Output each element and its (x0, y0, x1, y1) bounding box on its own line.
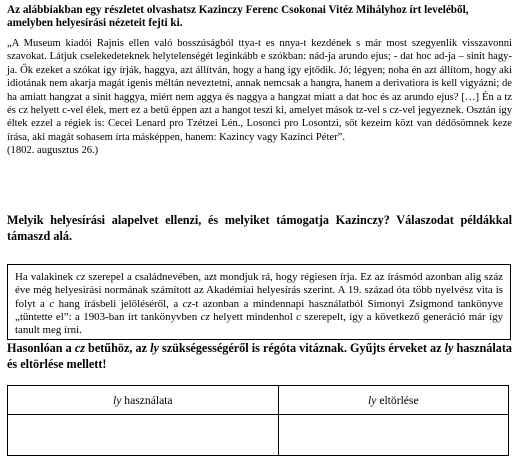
answer-cell-usage[interactable] (8, 415, 279, 456)
note-text-3: hang írásbeli jelöléséről, a (54, 297, 183, 310)
header-ly-removal-ly: ly (368, 393, 377, 407)
note-text-2: szerepel a családnevében, azt mondjuk rá, hogy régiesen írja. Ez az írásmód azonban alig száz éve még helyesírási normának számított az Akadémiai helyesírás szerint. A 19. század óta több nyelvész vita is folyt a (15, 271, 503, 310)
quote-date: (1802. augusztus 26.) (7, 145, 99, 157)
header-ly-usage (8, 386, 279, 415)
answer-cell-removal[interactable] (278, 415, 508, 456)
header-ly-usage-label: használata (121, 393, 173, 407)
table-header-row (8, 386, 509, 415)
table-answer-row (8, 415, 509, 456)
task-text-4: használata és eltörlése mellett! (7, 341, 512, 371)
note-cz-3: cz (200, 310, 210, 323)
task-ly-2: ly (444, 341, 454, 355)
note-text-1: Ha valakinek (15, 271, 77, 283)
task-text-2: betűhöz, az (84, 341, 151, 355)
note-c-1: c (49, 297, 55, 310)
note-text-5: helyett mindenhol (209, 310, 297, 323)
header-ly-usage-ly: ly (113, 393, 122, 407)
note-text-6: szerepelt, így a következő generáció már így tanult meg írni. (15, 310, 504, 337)
quote-body: „A Museum kiadói Rajnis ellen való bosszúságból ttya-t es nnya-t kezdének s már most szegyenlik visszavonni szavokat. Látjuk cselekedeteknek helytelenségét leginkább e szókban: nád-ja arundo ejus; - dat hoc ad-ja – sinit hagy-ja. Ők ezeket a szókat így írják, haggya, azt állítván, hogy a hang így ejtődik. Jó; légyen; noha én azt állítom, hogy aki idiotának nem akarja magát igenis méltán neveztetni, annak nemcsak a hangra, hanem a derivatiora is kell vigyázni; de ha amiatt hangzat a sinit haggya, miért nem aggya és naggya a hangzat miatt a dat hoc és az arundo ejus? […] Én a tz és cz helyett c-vel élek, mert ez a betű éppen azt a hangot teszi ki, amelyet mások tz-vel s cz-vel jegyeznek. Osztán így éltek ezzel a régiek is: Cecei Lenard pro Tzétzei Lén., Losonci pro Losontzi, sőt kezeim közt van dédősömnek keze írása, aki magát sohasem írta másképpen, hanem: Kazincy vagy Kazinci Péter”. (7, 38, 512, 143)
ly-arguments-table (7, 385, 509, 456)
header-ly-removal-label: eltörlése (376, 393, 419, 407)
note-cz-2: cz (182, 297, 192, 310)
note-cz-1: cz (76, 271, 86, 283)
task-text-1: Hasonlóan a (7, 341, 75, 355)
task-cz: cz (74, 341, 85, 355)
task-ly-1: ly (150, 341, 159, 355)
note-text-4: -t azonban a mindennapi használatból Simonyi Zsigmond tankönyve „tüntette el”: a 1903-ban írt tankönyvben (15, 297, 503, 323)
ly-task-heading (7, 341, 512, 372)
kazinczy-letter-quote (7, 37, 512, 158)
task-text-3: szükségességéről is régóta vitáznak. Gyűjts érveket az (158, 341, 445, 355)
intro-instruction: Az alábbiakban egy részletet olvashatsz Kazinczy Ferenc Csokonai Vitéz Mihályhoz írt leveléből, amelyben helyesírási nézeteit fejti ki. (7, 4, 469, 30)
header-ly-removal (278, 386, 508, 415)
question-heading: Melyik helyesírási alapelvet ellenzi, és melyiket támogatja Kazinczy? Válaszodat példákkal támaszd alá. (7, 213, 512, 243)
cz-history-note-box (7, 264, 511, 340)
note-c-2: c (296, 310, 301, 323)
